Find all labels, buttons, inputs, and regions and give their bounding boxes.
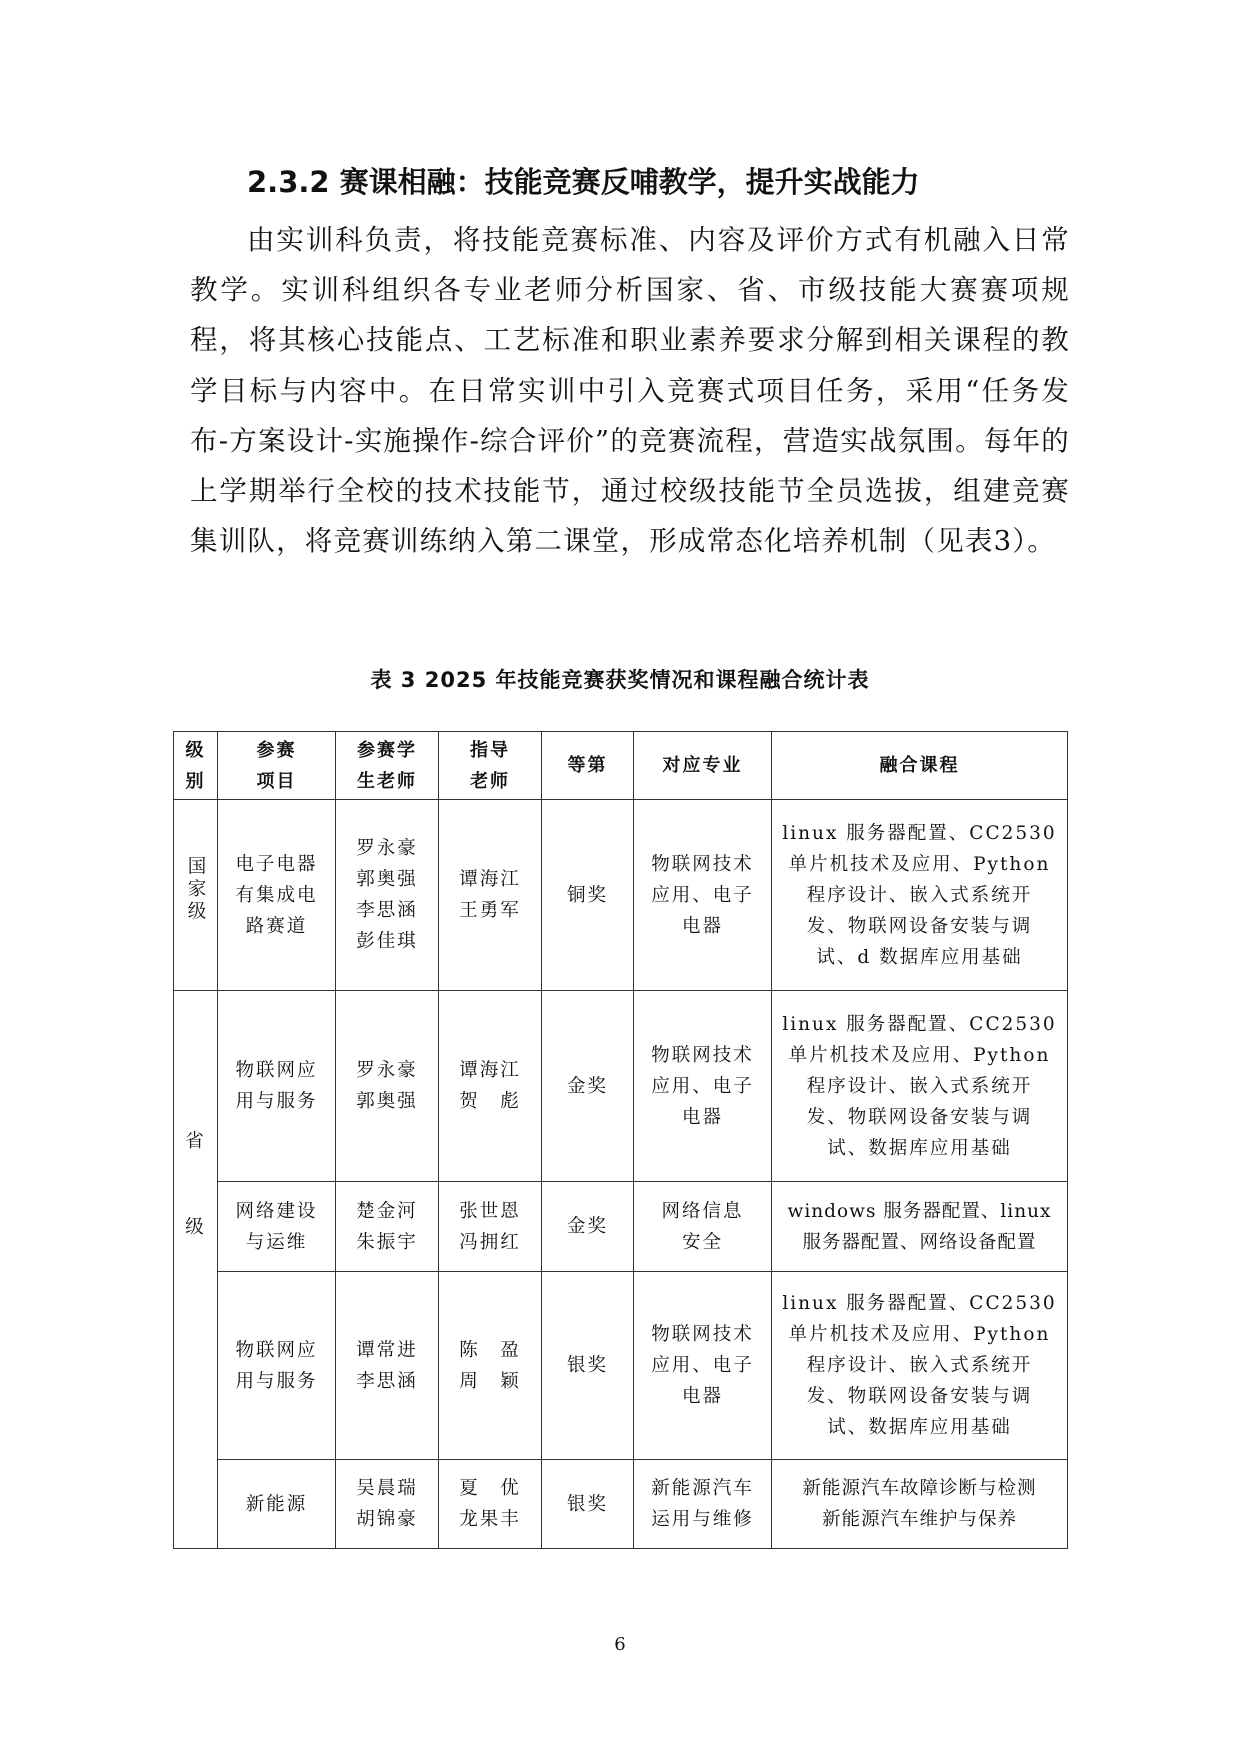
header-award: 等第: [542, 732, 634, 800]
award-cell: 银奖: [542, 1460, 634, 1549]
courses-cell: linux 服务器配置、CC2530 单片机技术及应用、Python 程序设计、嵌入式系统开 发、物联网设备安装与调 试、d 数据库应用基础: [772, 800, 1068, 991]
project-cell: 电子电器 有集成电 路赛道: [218, 800, 336, 991]
teachers-cell: 张世恩 冯拥红: [439, 1182, 542, 1272]
table-row: [174, 991, 1068, 1182]
major-cell: 物联网技术 应用、电子 电器: [634, 1272, 772, 1460]
table-header-row: [174, 732, 1068, 800]
level-cell: [174, 991, 218, 1549]
body-paragraph: 由实训科负责，将技能竞赛标准、内容及评价方式有机融入日常教学。实训科组织各专业老师分析国家、省、市级技能大赛赛项规程，将其核心技能点、工艺标准和职业素养要求分解到相关课程的教学目标与内容中。在日常实训中引入竞赛式项目任务，采用“任务发布-方案设计-实施操作-综合评价”的竞赛流程，营造实战氛围。每年的上学期举行全校的技术技能节，通过校级技能节全员选拔，组建竞赛集训队，将竞赛训练纳入第二课堂，形成常态化培养机制（见表3）。: [190, 224, 1070, 558]
table-row: [174, 1182, 1068, 1272]
courses-cell: linux 服务器配置、CC2530 单片机技术及应用、Python 程序设计、嵌入式系统开 发、物联网设备安装与调 试、数据库应用基础: [772, 991, 1068, 1182]
award-cell: 金奖: [542, 1182, 634, 1272]
header-teachers: 指导 老师: [439, 732, 542, 800]
courses-cell: linux 服务器配置、CC2530 单片机技术及应用、Python 程序设计、嵌入式系统开 发、物联网设备安装与调 试、数据库应用基础: [772, 1272, 1068, 1460]
major-cell: 新能源汽车 运用与维修: [634, 1460, 772, 1549]
header-courses: 融合课程: [772, 732, 1068, 800]
project-cell: 物联网应 用与服务: [218, 991, 336, 1182]
students-cell: 罗永豪 郭奥强 李思涵 彭佳琪: [336, 800, 439, 991]
level-char: 省: [185, 1131, 206, 1152]
students-cell: 谭常进 李思涵: [336, 1272, 439, 1460]
section-heading: 2.3.2 赛课相融：技能竞赛反哺教学，提升实战能力: [247, 165, 920, 199]
major-cell: 物联网技术 应用、电子 电器: [634, 991, 772, 1182]
table-row: [174, 1460, 1068, 1549]
award-cell: 铜奖: [542, 800, 634, 991]
courses-cell: windows 服务器配置、linux 服务器配置、网络设备配置: [772, 1182, 1068, 1272]
header-level: 级 别: [174, 732, 218, 800]
header-project: 参赛 项目: [218, 732, 336, 800]
project-cell: 网络建设 与运维: [218, 1182, 336, 1272]
teachers-cell: 陈 盈 周 颖: [439, 1272, 542, 1460]
major-cell: 网络信息 安全: [634, 1182, 772, 1272]
page-number: 6: [614, 1634, 626, 1655]
level-char: 级: [185, 1217, 206, 1238]
table-row: [174, 1272, 1068, 1460]
project-cell: 新能源: [218, 1460, 336, 1549]
award-course-table: [173, 731, 1068, 1549]
table-row: [174, 800, 1068, 991]
teachers-cell: 夏 优 龙果丰: [439, 1460, 542, 1549]
major-cell: 物联网技术 应用、电子 电器: [634, 800, 772, 991]
level-cell: 国家级: [174, 800, 218, 991]
teachers-cell: 谭海江 王勇军: [439, 800, 542, 991]
header-students: 参赛学 生老师: [336, 732, 439, 800]
award-cell: 银奖: [542, 1272, 634, 1460]
teachers-cell: 谭海江 贺 彪: [439, 991, 542, 1182]
students-cell: 罗永豪 郭奥强: [336, 991, 439, 1182]
table-caption: 表 3 2025 年技能竞赛获奖情况和课程融合统计表: [370, 668, 870, 692]
students-cell: 楚金河 朱振宇: [336, 1182, 439, 1272]
award-cell: 金奖: [542, 991, 634, 1182]
project-cell: 物联网应 用与服务: [218, 1272, 336, 1460]
courses-cell: 新能源汽车故障诊断与检测 新能源汽车维护与保养: [772, 1460, 1068, 1549]
header-major: 对应专业: [634, 732, 772, 800]
students-cell: 吴晨瑞 胡锦豪: [336, 1460, 439, 1549]
